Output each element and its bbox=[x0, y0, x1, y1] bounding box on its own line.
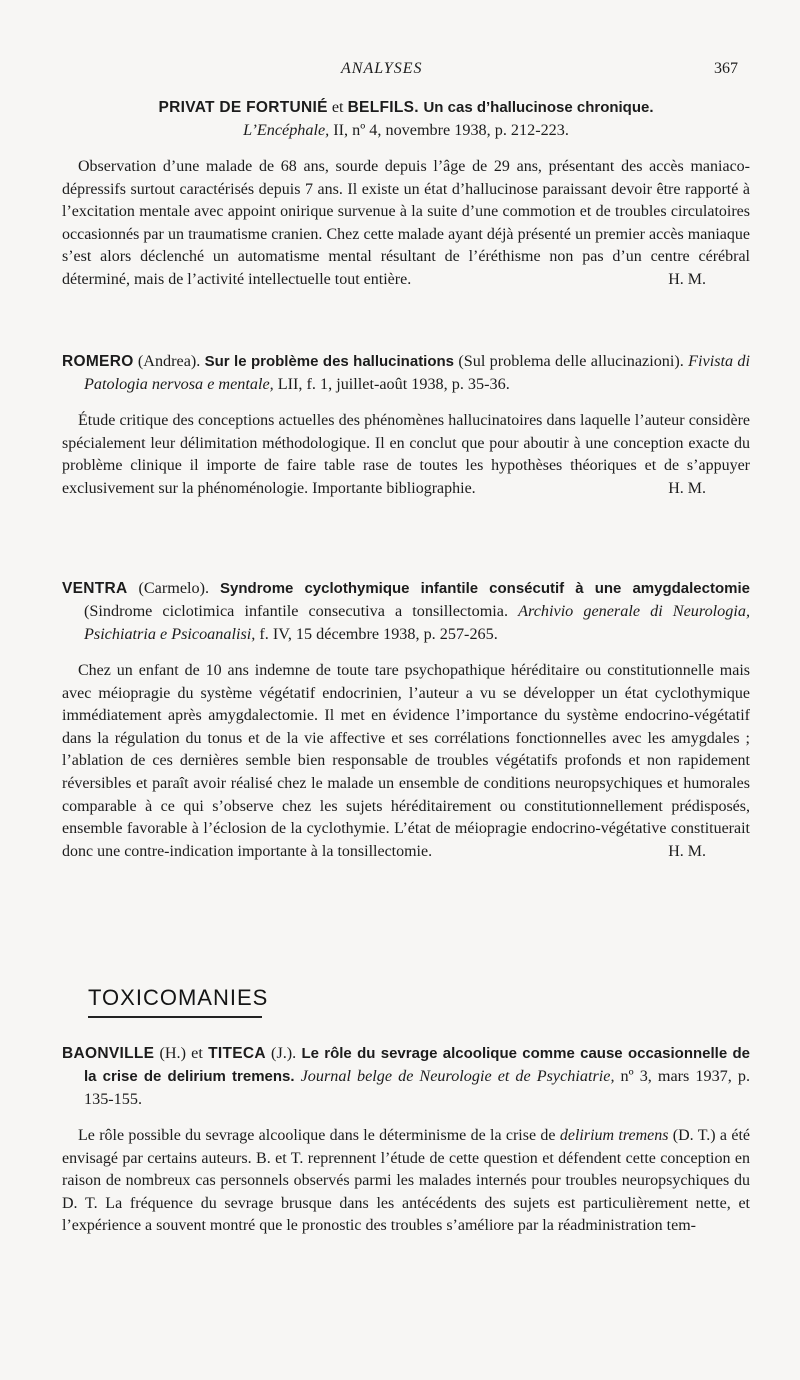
latin-term: delirium tremens bbox=[559, 1127, 669, 1144]
journal-name: L’Encéphale, bbox=[243, 121, 330, 139]
article-title: Sur le problème des hallucinations bbox=[204, 353, 455, 370]
author-name: VENTRA bbox=[62, 580, 128, 597]
section-underline bbox=[88, 1016, 262, 1018]
original-title: (Sul problema delle allucinazioni). bbox=[454, 352, 689, 370]
running-header bbox=[0, 60, 800, 84]
section-heading: TOXICOMANIES bbox=[88, 985, 269, 1010]
review-entry-3 bbox=[62, 577, 750, 863]
reviewer-signature: H. M. bbox=[668, 479, 706, 497]
entry-abstract: Chez un enfant de 10 ans indemne de toute tare psychopathique héréditaire ou constitutionnelle mais avec méiopragie du système végétatif endocrinien, l’auteur a vu se développer un état cyclothymique immédiatement après amygdalectomie. Il met en évidence l’importance du système endocrino-végétatif dans la régulation du tonus et de la vie affective et ses corrélations fonctionnelles avec les amygdales ; l’ablation de ces dernières semble bien responsable de troubles végétatifs profonds et non rapidement réversibles et paraît avoir réalisé chez le malade un ensemble de conditions neuropsychiques et humorales comparable à ce qui s’observe chez les sujets héréditairement ou constitutionnellement prédisposés, ensemble favorable à l’éclosion de la cyclothymie. L’état de méiopragie endocrino-végétative constituerait donc une contre-indication importante à la tonsillectomie. H. M. bbox=[62, 660, 750, 863]
citation-details: f. IV, 15 décembre 1938, p. 257-265. bbox=[255, 625, 498, 643]
author-name: TITECA bbox=[208, 1045, 266, 1062]
article-title: Le rôle du sevrage alcoolique comme cause occasionnelle de la crise de delirium tremens. bbox=[84, 1045, 750, 1085]
entry-heading: BAONVILLE (H.) et TITECA (J.). Le rôle du sevrage alcoolique comme cause occasionnelle de la crise de delirium tremens. Journal belge de Neurologie et de Psychiatrie, nº 3, mars 1937, p. 135-155. bbox=[62, 1044, 750, 1108]
review-entry-1 bbox=[62, 96, 750, 292]
entry-heading: PRIVAT DE FORTUNIÉ et BELFILS. Un cas d’hallucinose chronique. L’Encéphale, II, nº 4, novembre 1938, p. 212-223. bbox=[158, 98, 654, 139]
review-entry-2 bbox=[62, 350, 750, 500]
entry-heading: ROMERO (Andrea). Sur le problème des hallucinations (Sul problema delle allucinazioni). Fivista di Patologia nervosa e mentale, LII, f. 1, juillet-août 1938, p. 35-36. bbox=[62, 352, 750, 393]
page-number: 367 bbox=[714, 60, 738, 77]
article-title: Un cas d’hallucinose chronique. bbox=[423, 99, 654, 116]
entry-heading: VENTRA (Carmelo). Syndrome cyclothymique infantile consécutif à une amygdalectomie (Sindrome ciclotimica infantile consecutiva a tonsillectomia. Archivio generale di Neurologia, Psichiatria e Psicoanalisi, f. IV, 15 décembre 1938, p. 257-265. bbox=[62, 579, 750, 643]
journal-name: Fivista di Patologia nervosa e mentale, bbox=[84, 352, 750, 393]
citation-details: LII, f. 1, juillet-août 1938, p. 35-36. bbox=[273, 375, 510, 393]
entry-abstract: Étude critique des conceptions actuelles des phénomènes hallucinatoires dans laquelle l’auteur considère spécialement leur délimitation méthodologique. Il en conclut que pour aboutir à une conception exacte du problème clinique il importe de faire table rase de toutes les hypothèses théoriques et de s’appuyer exclusivement sur la phénoménologie. Importante bibliographie. H. M. bbox=[62, 410, 750, 500]
entry-abstract: Le rôle possible du sevrage alcoolique dans le déterminisme de la crise de delirium tremens (D. T.) a été envisagé par certains auteurs. B. et T. reprennent l’étude de cette question et défendent cette conception en raison de nombreux cas personnels observés parmi les malades internés pour troubles neuropsychiques du D. T. La fréquence du sevrage brusque dans les antécédents des sujets est particulièrement nette, et l’expérience a souvent montré que le pronostic des troubles s’améliore par la réadministration tem- bbox=[62, 1127, 751, 1235]
author-name: BAONVILLE bbox=[62, 1045, 155, 1062]
journal-name: Journal belge de Neurologie et de Psychiatrie, bbox=[300, 1067, 615, 1085]
reviewer-signature: H. M. bbox=[668, 842, 706, 860]
journal-name: Archivio generale di Neurologia, Psichiatria e Psicoanalisi, bbox=[84, 602, 750, 643]
original-title: (Sindrome ciclotimica infantile consecutiva a tonsillectomia. bbox=[84, 602, 519, 620]
citation-details: II, nº 4, novembre 1938, p. 212-223. bbox=[329, 121, 569, 139]
citation-details: nº 3, mars 1937, p. 135-155. bbox=[84, 1067, 750, 1108]
running-title: ANALYSES bbox=[341, 60, 423, 77]
article-title: Syndrome cyclothymique infantile consécutif à une amygdalectomie bbox=[220, 580, 750, 597]
author-name: BELFILS bbox=[347, 99, 415, 116]
entry-abstract: Observation d’une malade de 68 ans, sourde depuis l’âge de 29 ans, présentant des accès maniaco-dépressifs surtout caractérisés depuis 7 ans. Il existe un état d’hallucinose paraissant devoir être rapporté à l’excitation mentale avec appoint onirique survenue à la suite d’une commotion et de troubles circulatoires occasionnés par un traumatisme cranien. Chez cette malade ayant déjà présenté un premier accès maniaque s’est alors déclenché un automatisme mental résultant de l’éréthisme non pas d’un centre cérébral déterminé, mais de l’activité intellectuelle tout entière. H. M. bbox=[62, 156, 750, 292]
reviewer-signature: H. M. bbox=[668, 270, 706, 288]
review-entry-4 bbox=[62, 1042, 750, 1238]
author-name: PRIVAT DE FORTUNIÉ bbox=[158, 99, 328, 116]
author-name: ROMERO bbox=[62, 353, 134, 370]
